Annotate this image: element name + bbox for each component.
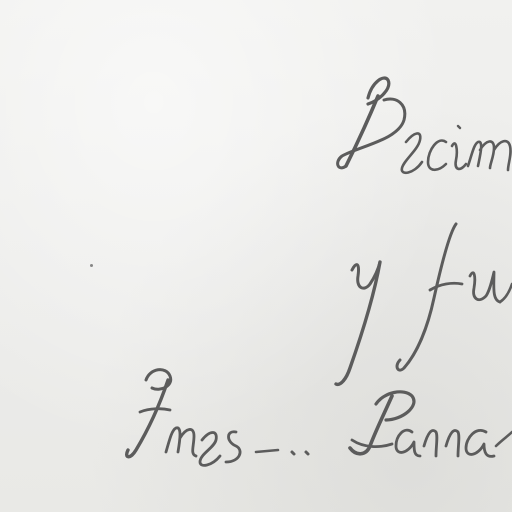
handwriting-line-2-strokes [336, 224, 512, 384]
handwriting-line-3-strokes [127, 370, 512, 466]
handwriting-line-1-strokes [338, 78, 511, 173]
